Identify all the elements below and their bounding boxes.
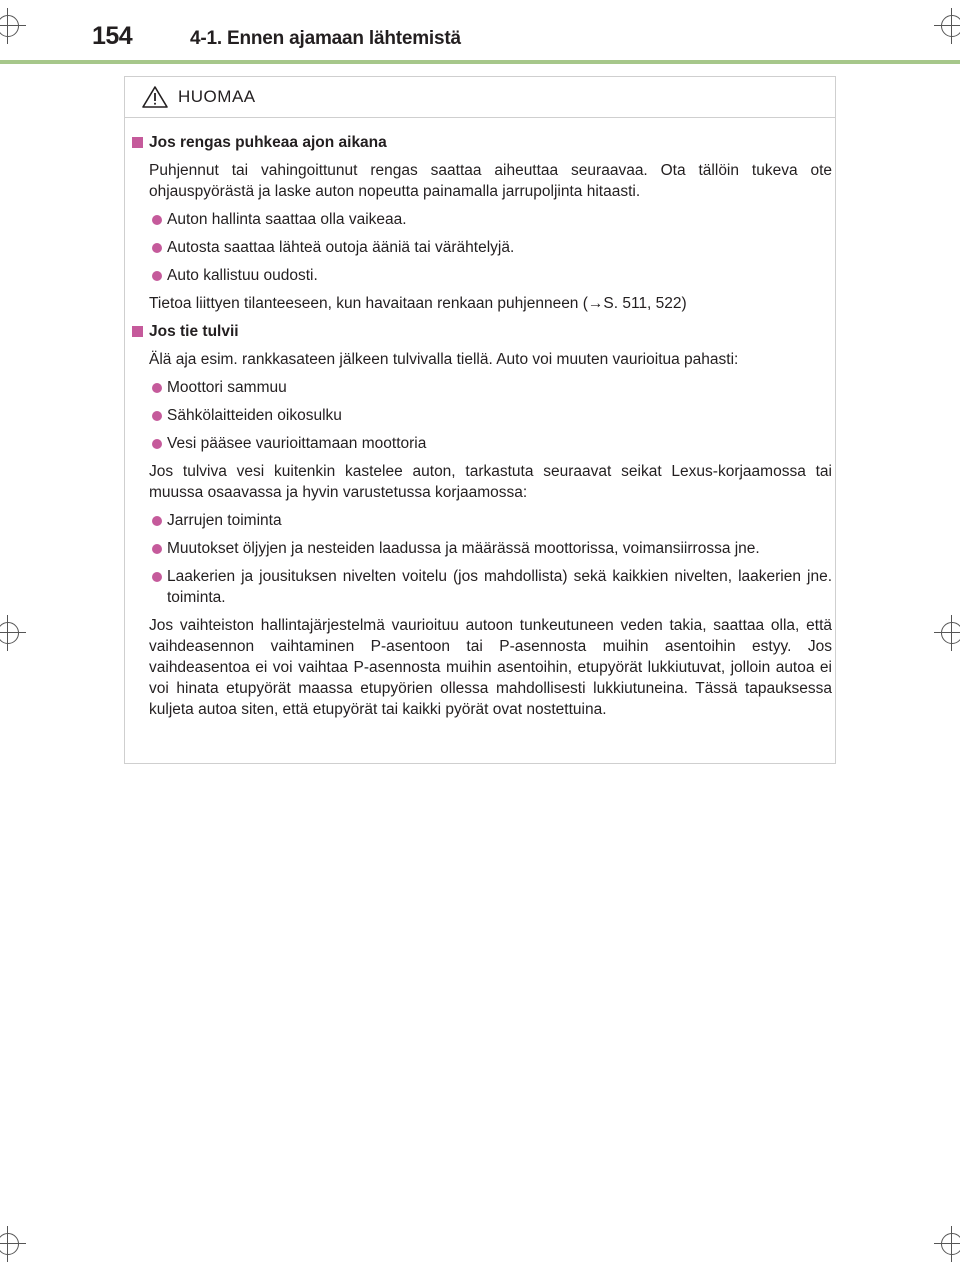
page-number: 154: [92, 22, 133, 50]
bullet-item: [128, 377, 832, 398]
crop-mark-top-right: [934, 8, 960, 44]
paragraph-text: Puhjennut tai vahingoittunut rengas saattaa aiheuttaa seuraavaa. Ota tällöin tukeva ote ohjauspyörästä ja laske auton nopeutta painamalla jarrupoljinta hitaasti.: [149, 162, 832, 200]
paragraph: [128, 349, 832, 370]
paragraph: [128, 293, 832, 314]
crop-mark-mid-left: [0, 615, 26, 651]
section-heading: [128, 321, 832, 342]
paragraph: [128, 615, 832, 720]
round-bullet-icon: [152, 572, 162, 582]
bullet-text: Moottori sammuu: [167, 379, 287, 396]
round-bullet-icon: [152, 516, 162, 526]
round-bullet-icon: [152, 439, 162, 449]
bullet-item: [128, 538, 832, 559]
bullet-item: [128, 510, 832, 531]
notice-content: [128, 132, 832, 727]
bullet-item: [128, 566, 832, 608]
header-rule: [0, 60, 960, 64]
paragraph-text: Jos vaihteiston hallintajärjestelmä vaurioituu autoon tunkeutuneen veden takia, saattaa olla, että vaihdeasennon vaihtaminen P-asentoon tai P-asennosta muihin asentoihin estyy. Jos vaihdeasentoa ei voi vaihtaa P-asennosta muihin asentoihin, etupyörät lukkiutuvat, jolloin autoa ei voi hinata etupyörät maassa etupyörien ollessa mahdollisesti lukkiutuneina. Tässä tapauksessa kuljeta autoa siten, että etupyörät tai kaikki pyörät ovat nostettuina.: [149, 617, 832, 718]
notice-box: [124, 76, 836, 764]
crop-mark-bottom-left: [0, 1226, 26, 1262]
paragraph-text: Älä aja esim. rankkasateen jälkeen tulvivalla tiellä. Auto voi muuten vaurioitua pahasti:: [149, 351, 739, 368]
notice-header: [125, 77, 835, 118]
paragraph: [128, 160, 832, 202]
round-bullet-icon: [152, 383, 162, 393]
notice-title: HUOMAA: [178, 87, 256, 106]
bullet-text: Sähkölaitteiden oikosulku: [167, 407, 342, 424]
section-heading-text: Jos tie tulvii: [149, 323, 239, 340]
paragraph-text: Tietoa liittyen tilanteeseen, kun havaitaan renkaan puhjenneen (→S. 511, 522): [149, 295, 687, 312]
bullet-item: [128, 433, 832, 454]
bullet-item: [128, 237, 832, 258]
bullet-item: [128, 405, 832, 426]
square-bullet-icon: [132, 137, 143, 148]
round-bullet-icon: [152, 271, 162, 281]
crop-mark-top-left: [0, 8, 26, 44]
bullet-text: Muutokset öljyjen ja nesteiden laadussa ja määrässä moottorissa, voimansiirrossa jne.: [167, 540, 760, 557]
round-bullet-icon: [152, 411, 162, 421]
crop-mark-mid-right: [934, 615, 960, 651]
section-heading-text: Jos rengas puhkeaa ajon aikana: [149, 134, 387, 151]
round-bullet-icon: [152, 243, 162, 253]
bullet-item: [128, 265, 832, 286]
square-bullet-icon: [132, 326, 143, 337]
crop-mark-bottom-right: [934, 1226, 960, 1262]
bullet-item: [128, 209, 832, 230]
bullet-text: Autosta saattaa lähteä outoja ääniä tai värähtelyjä.: [167, 239, 515, 256]
paragraph-text: Jos tulviva vesi kuitenkin kastelee auton, tarkastuta seuraavat seikat Lexus-korjaamossa tai muussa osaavassa ja hyvin varustetussa korjaamossa:: [149, 463, 832, 501]
bullet-text: Vesi pääsee vaurioittamaan moottoria: [167, 435, 427, 452]
round-bullet-icon: [152, 215, 162, 225]
section-heading: [128, 132, 832, 153]
round-bullet-icon: [152, 544, 162, 554]
paragraph: [128, 461, 832, 503]
bullet-text: Auto kallistuu oudosti.: [167, 267, 318, 284]
bullet-text: Auton hallinta saattaa olla vaikeaa.: [167, 211, 407, 228]
bullet-text: Jarrujen toiminta: [167, 512, 282, 529]
bullet-text: Laakerien ja jousituksen nivelten voitelu (jos mahdollista) sekä kaikkien nivelten, laakerien jne. toiminta.: [167, 568, 832, 606]
warning-triangle-icon: [141, 85, 169, 114]
section-title: 4-1. Ennen ajamaan lähtemistä: [190, 28, 461, 49]
